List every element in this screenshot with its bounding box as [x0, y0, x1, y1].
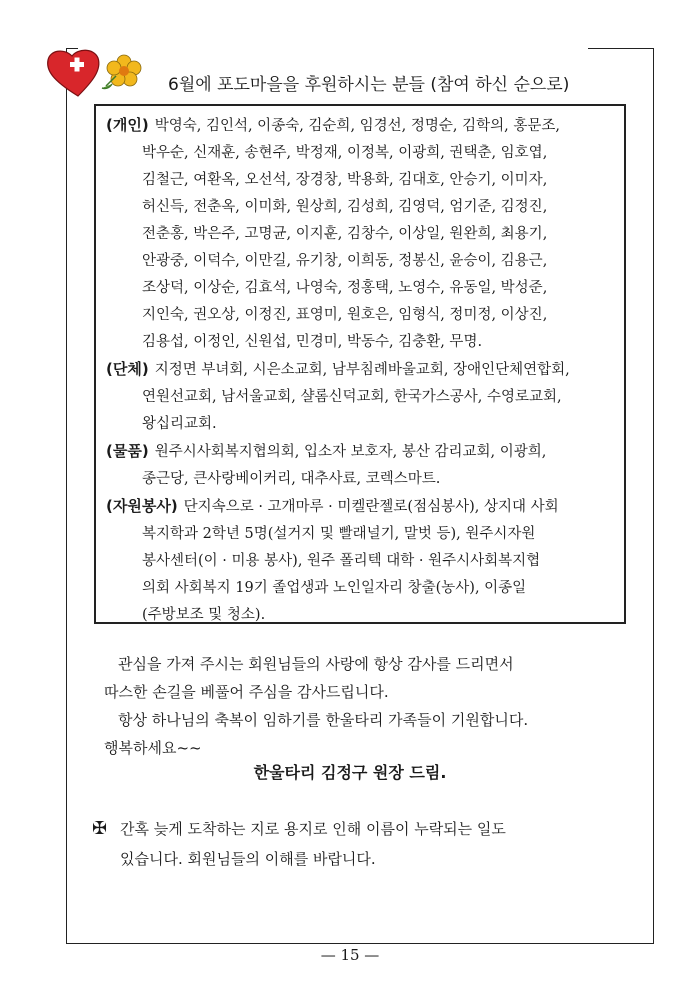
donor-line: (개인) 박영숙, 김인석, 이종숙, 김순희, 임경선, 정명순, 김학의, 홍문조,: [106, 116, 561, 134]
notice-line: 있습니다. 회원님들의 이해를 바랍니다.: [120, 850, 376, 868]
donor-section-group: [106, 356, 614, 438]
donor-section-individual: [106, 112, 614, 356]
page-title: 6월에 포도마을을 후원하시는 분들 (참여 하신 순으로): [168, 75, 570, 95]
notice-line: 간혹 늦게 도착하는 지로 용지로 인해 이름이 누락되는 일도: [120, 820, 506, 838]
flower-icon: [102, 55, 141, 89]
donor-line: 김철근, 여환옥, 오선석, 장경창, 박용화, 김대호, 안승기, 이미자,: [142, 172, 548, 188]
message-line: 항상 하나님의 축복이 임하기를 한울타리 가족들이 기원합니다.: [118, 711, 529, 729]
donor-list-box: [94, 104, 626, 624]
notice: [92, 814, 622, 874]
donor-line: (물품) 원주시사회복지협의회, 입소자 보호자, 봉산 감리교회, 이광희,: [106, 442, 547, 460]
top-rule-right: [588, 48, 654, 49]
donor-line: 복지학과 2학년 5명(설거지 및 빨래널기, 말벗 등), 원주시자원: [142, 526, 536, 542]
donor-line: 종근당, 큰사랑베이커리, 대추사료, 코렉스마트.: [142, 471, 441, 487]
page-number: — 15 —: [320, 946, 380, 964]
donor-line: (자원봉사) 단지속으로 · 고개마루 · 미켈란젤로(점심봉사), 상지대 사회: [106, 497, 559, 515]
donor-line: 김용섭, 이정인, 신원섭, 민경미, 박동수, 김충환, 무명.: [142, 334, 483, 350]
thank-you-message: [104, 650, 624, 762]
signature: 한울타리 김정구 원장 드림.: [253, 763, 447, 782]
heart-cross-flower-icon: [42, 46, 166, 98]
heart-icon: [48, 50, 99, 96]
message-line: 행복하세요~~: [104, 739, 202, 757]
category-label-individual: (개인): [106, 116, 149, 134]
donor-line: 의회 사회복지 19기 졸업생과 노인일자리 창출(농사), 이종일: [142, 580, 527, 596]
message-line: 관심을 가져 주시는 회원님들의 사랑에 항상 감사를 드리면서: [118, 655, 514, 673]
donor-section-goods: [106, 438, 614, 493]
donor-section-volunteer: [106, 493, 614, 629]
donor-line: (주방보조 및 청소).: [142, 607, 266, 623]
donor-line: 연원선교회, 남서울교회, 샬롬신덕교회, 한국가스공사, 수영로교회,: [142, 389, 562, 405]
category-label-volunteer: (자원봉사): [106, 497, 178, 515]
donor-line: 박우순, 신재훈, 송현주, 박정재, 이정복, 이광희, 권택춘, 임호엽,: [142, 145, 548, 161]
category-label-goods: (물품): [106, 442, 149, 460]
donor-line: 봉사센터(이 · 미용 봉사), 원주 폴리텍 대학 · 원주시사회복지협: [142, 553, 541, 569]
donor-line: 지인숙, 권오상, 이정진, 표영미, 원호은, 임형식, 정미정, 이상진,: [142, 307, 548, 323]
donor-line: (단체) 지정면 부녀회, 시은소교회, 남부침례바울교회, 장애인단체연합회,: [106, 360, 570, 378]
message-line: 따스한 손길을 베풀어 주심을 감사드립니다.: [104, 683, 389, 701]
donor-line: 안광중, 이덕수, 이만길, 유기창, 이희동, 정봉신, 윤승이, 김용근,: [142, 253, 548, 269]
category-label-group: (단체): [106, 360, 149, 378]
donor-line: 허신득, 전춘옥, 이미화, 원상희, 김성희, 김영덕, 엄기준, 김정진,: [142, 199, 548, 215]
maltese-cross-icon: ✠: [92, 818, 108, 839]
donor-line: 왕십리교회.: [142, 416, 217, 432]
donor-line: 전춘홍, 박은주, 고명균, 이지훈, 김창수, 이상일, 원완희, 최용기,: [142, 226, 548, 242]
donor-line: 조상덕, 이상순, 김효석, 나영숙, 정홍택, 노영수, 유동일, 박성준,: [142, 280, 548, 296]
